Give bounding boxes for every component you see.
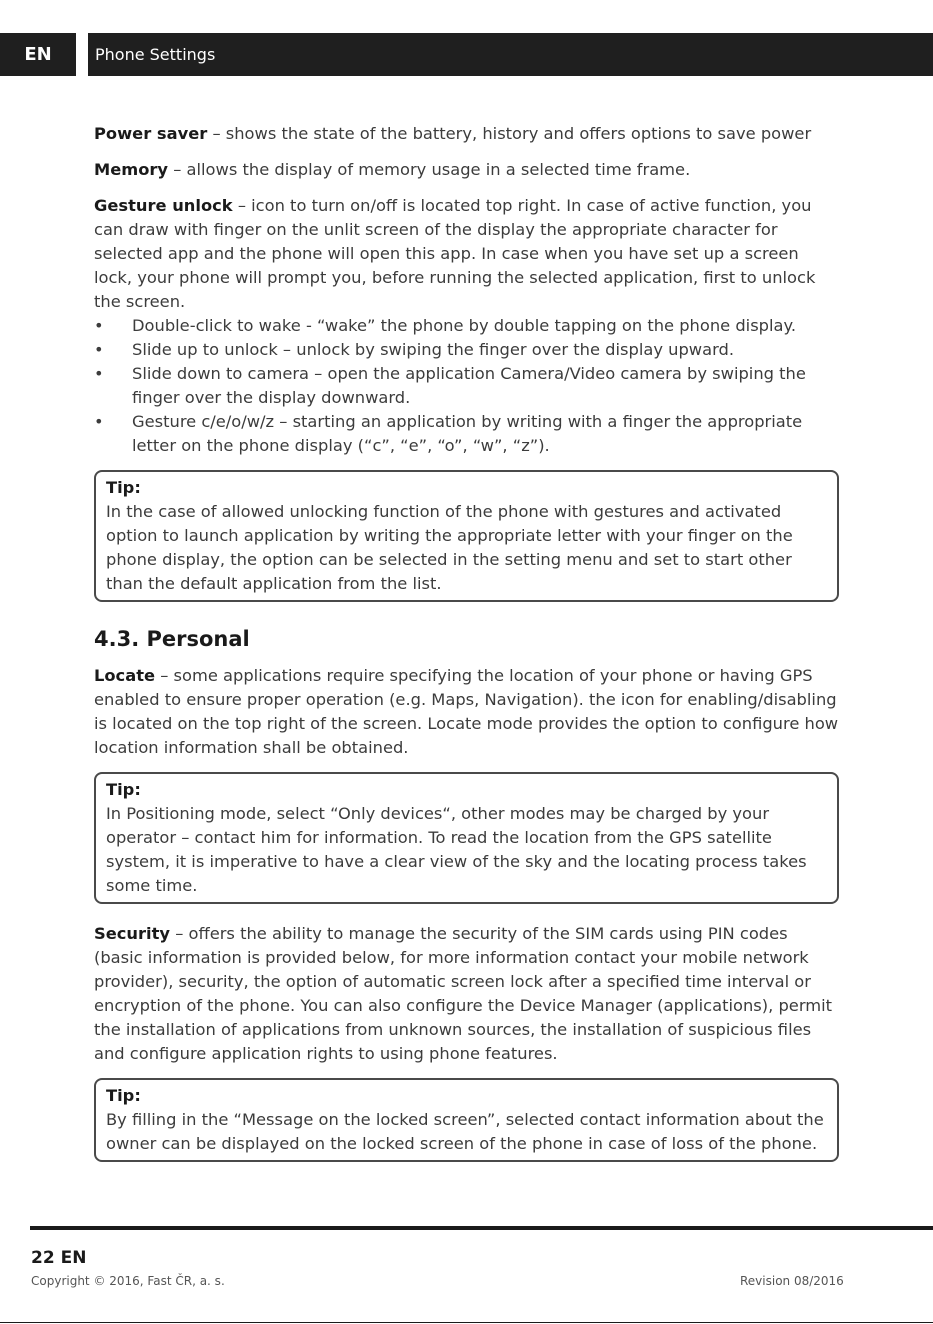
header-separator [76,33,88,76]
security-text: – offers the ability to manage the security of the SIM cards using PIN codes (basic information is provided below, for more information contact your mobile network provider), security, the option of automatic screen lock after a specified time interval or encryption of the phone. You can also configure the Device Manager (applications), permit the installation of applications from unknown sources, the installation of suspicious files and configure application rights to using phone features. [94,924,832,1063]
tip-label: Tip: [106,780,141,799]
gesture-list [94,314,839,458]
tip-text: In Positioning mode, select “Only devices“, other modes may be charged by your operator – contact him for information. To read the location from the GPS satellite system, it is imperative to have a clear view of the sky and the locating process takes some time. [106,804,807,895]
list-item: • Slide up to unlock – unlock by swiping the finger over the display upward. [94,338,839,362]
tip-text: In the case of allowed unlocking function of the phone with gestures and activated option to launch application by writing the appropriate letter with your finger on the phone display, the option can be selected in the setting menu and set to start other than the default application from the list. [106,502,793,593]
power-saver-paragraph [94,122,839,146]
security-paragraph [94,922,839,1066]
language-tab: EN [24,44,52,65]
memory-text: – allows the display of memory usage in a selected time frame. [168,160,691,179]
gesture-unlock-term: Gesture unlock [94,196,233,215]
gesture-unlock-text: – icon to turn on/off is located top right. In case of active function, you can draw with finger on the unlit screen of the display the appropriate character for selected app and the phone will open this app. In case when you have set up a screen lock, your phone will prompt you, before running the selected application, first to unlock the screen. [94,196,816,311]
header-bar [0,33,933,76]
gesture-unlock-paragraph [94,194,839,314]
bottom-border [0,1322,933,1323]
tip-text: By filling in the “Message on the locked screen”, selected contact information about the owner can be displayed on the locked screen of the phone in case of loss of the phone. [106,1110,824,1153]
page-content [94,122,839,1180]
page-number: 22 EN [31,1248,87,1268]
memory-paragraph [94,158,839,182]
locate-text: – some applications require specifying the location of your phone or having GPS enabled to ensure proper operation (e.g. Maps, Navigation). the icon for enabling/disabling is located on the top right of the screen. Locate mode provides the option to configure how location information shall be obtained. [94,666,839,757]
power-saver-text: – shows the state of the battery, history and offers options to save power [207,124,812,143]
power-saver-term: Power saver [94,124,208,143]
section-heading-personal: 4.3. Personal [94,627,250,651]
tip-box-locate [94,772,839,904]
security-term: Security [94,924,171,943]
tip-box-gesture [94,470,839,602]
locate-paragraph [94,664,839,760]
tip-box-security [94,1078,839,1162]
locate-term: Locate [94,666,156,685]
footer-rule [30,1226,933,1230]
revision-text: Revision 08/2016 [740,1274,844,1288]
list-item: • Slide down to camera – open the application Camera/Video camera by swiping the finger over the display downward. [94,362,839,410]
list-item: • Double-click to wake - “wake” the phone by double tapping on the phone display. [94,314,839,338]
tip-label: Tip: [106,478,141,497]
memory-term: Memory [94,160,169,179]
copyright-text: Copyright © 2016, Fast ČR, a. s. [31,1274,225,1288]
list-item: • Gesture c/e/o/w/z – starting an application by writing with a finger the appropriate letter on the phone display (“c”, “e”, “o”, “w”, “z”). [94,410,839,458]
tip-label: Tip: [106,1086,141,1105]
section-title: Phone Settings [95,45,216,64]
